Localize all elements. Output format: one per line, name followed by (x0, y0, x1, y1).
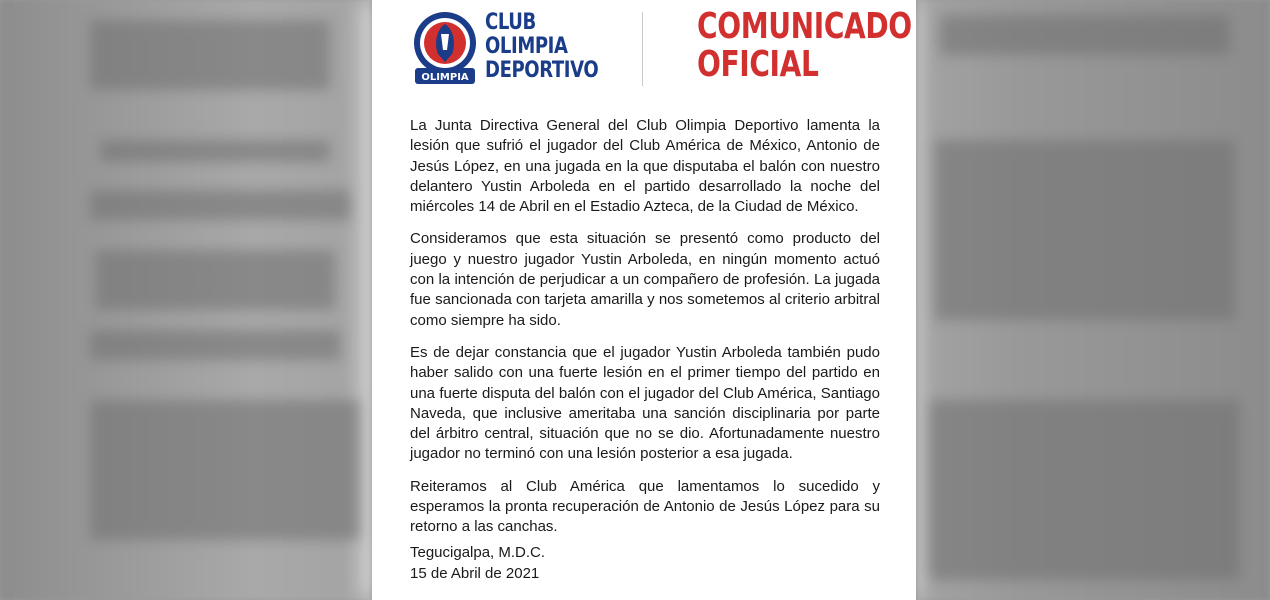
club-name (485, 11, 598, 83)
document-header (372, 0, 916, 100)
club-name-line: OLIMPIA (485, 34, 568, 59)
header-divider (642, 12, 643, 86)
title-line: COMUNICADO (697, 6, 912, 47)
paragraph: Es de dejar constancia que el jugador Yustin Arboleda también pudo haber salido con una fuerte lesión en el primer tiempo del partido en una fuerte disputa del balón con el jugador del Club América, Santiago Naveda, que inclusive ameritaba una sanción disciplinaria por parte del árbitro central, situación que no se dio. Afortunadamente nuestro jugador no terminó con una lesión posterior a esa jugada. (410, 343, 880, 463)
signoff (410, 542, 710, 584)
crest-text: OLIMPIA (421, 72, 469, 83)
signoff-place: Tegucigalpa, M.D.C. (410, 544, 546, 561)
document-title (697, 8, 912, 84)
document-body (410, 116, 880, 550)
signoff-date: 15 de Abril de 2021 (410, 565, 540, 582)
paragraph: La Junta Directiva General del Club Olimpia Deportivo lamenta la lesión que sufrió el jugador del Club América de México, Antonio de Jesús López, en una jugada en la que disputaba el balón con nuestro delantero Yustin Arboleda en el partido desarrollado la noche del miércoles 14 de Abril en el Estadio Azteca, de la Ciudad de México. (410, 117, 880, 216)
paragraph: Reiteramos al Club América que lamentamos lo sucedido y esperamos la pronta recuperación de Antonio de Jesús López para su retorno a las canchas. (410, 477, 880, 536)
communique-document (372, 0, 916, 600)
title-line: OFICIAL (697, 44, 819, 85)
club-name-line: DEPORTIVO (485, 58, 599, 83)
club-olimpia-crest-icon (412, 10, 478, 86)
club-name-line: CLUB (485, 10, 536, 35)
paragraph: Consideramos que esta situación se presentó como producto del juego y nuestro jugador Yustin Arboleda, en ningún momento actuó con la intención de perjudicar a un compañero de profesión. La jugada fue sancionada con tarjeta amarilla y nos sometemos al criterio arbitral como siempre ha sido. (410, 230, 880, 329)
